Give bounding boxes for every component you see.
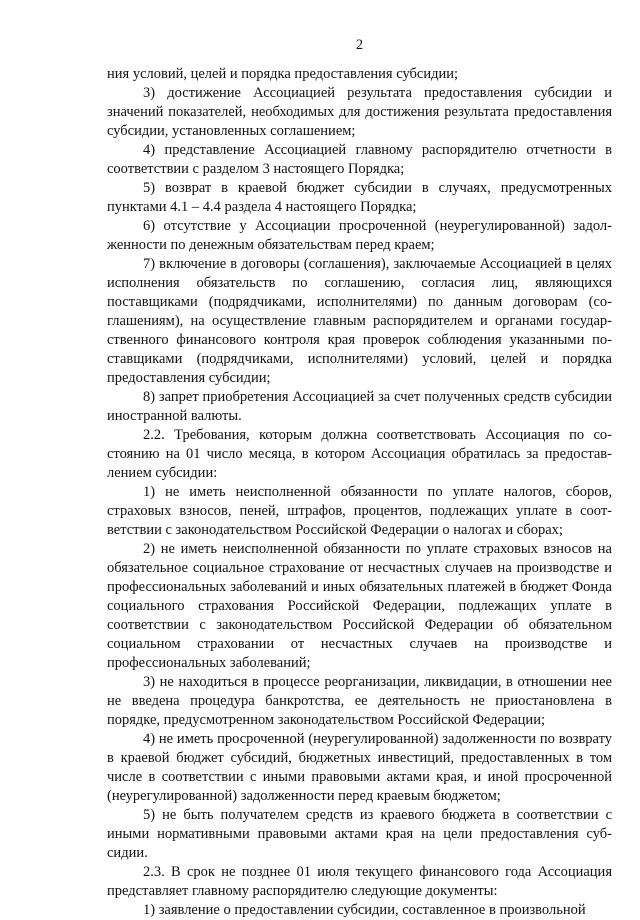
paragraph-doc-1: 1) заявление о предоставлении субсидии, составленное в произвольной — [143, 902, 586, 918]
paragraph-item-8: 8) запрет приобретения Ассоциацией за счет полученных средств субсидии иностранной валюты. — [107, 389, 612, 424]
paragraph-req-2: 2) не иметь неисполненной обязанности по уплате страховых взносов на обязательное социальное страхование от несчастных случаев на производстве и профессиональных заболеваний и иных обязательных платежей в бюджет Фонда социального страхования Российской Федерации, подлежащих уплате в соответствии с законодательством Российской Федерации об обязательном социальном страховании от несчастных случаев на производстве и профессиональных заболеваний; — [107, 541, 612, 671]
paragraph-continuation: ния условий, целей и порядка предоставления субсидии; — [107, 66, 459, 82]
paragraph-item-6: 6) отсутствие у Ассоциации просроченной (неурегулированной) задолженности по денежным обязательствам перед краем; — [107, 218, 612, 253]
paragraph-item-4: 4) представление Ассоциацией главному распорядителю отчетности в соответствии с разделом 3 настоящего Порядка; — [107, 142, 612, 177]
page-number: 2 — [355, 37, 364, 53]
paragraph-req-5: 5) не быть получателем средств из краевого бюджета в соответствии с иными нормативными правовыми актами края на цели предоставления субсидии. — [107, 807, 612, 861]
paragraph-item-7: 7) включение в договоры (соглашения), заключаемые Ассоциацией в целях исполнения обязательств по соглашению, согласия лиц, являющихся поставщиками (подрядчиками, исполнителями) по данным договорам (соглашениям), на осуществление главным распорядителем и органами государственного финансового контроля края проверок соблюдения указанными поставщиками (подрядчиками, исполнителями) условий, целей и порядка предоставления субсидии; — [107, 256, 612, 386]
paragraph-item-5: 5) возврат в краевой бюджет субсидии в случаях, предусмотренных пунктами 4.1 – 4.4 раздела 4 настоящего Порядка; — [107, 180, 612, 215]
paragraph-section-2-2: 2.2. Требования, которым должна соответствовать Ассоциация по состоянию на 01 число месяца, в котором Ассоциация обратилась за предоставлением субсидии: — [107, 427, 612, 481]
paragraph-req-4: 4) не иметь просроченной (неурегулированной) задолженности по возврату в краевой бюджет субсидий, бюджетных инвестиций, предоставленных в том числе в соответствии с иными правовыми актами края, и иной просроченной (неурегулированной) задолженности перед краевым бюджетом; — [107, 731, 612, 804]
paragraph-req-1: 1) не иметь неисполненной обязанности по уплате налогов, сборов, страховых взносов, пеней, штрафов, процентов, подлежащих уплате в соответствии с законодательством Российской Федерации о налогах и сборах; — [107, 484, 612, 538]
paragraph-section-2-3: 2.3. В срок не позднее 01 июля текущего финансового года Ассоциация представляет главному распорядителю следующие документы: — [107, 864, 612, 899]
paragraph-req-3: 3) не находиться в процессе реорганизации, ликвидации, в отношении нее не введена процедура банкротства, ее деятельность не приостановлена в порядке, предусмотренном законодательством Российской Федерации; — [107, 674, 612, 728]
paragraph-item-3: 3) достижение Ассоциацией результата предоставления субсидии и значений показателей, необходимых для достижения результата предоставления субсидии, установленных соглашением; — [107, 85, 612, 139]
